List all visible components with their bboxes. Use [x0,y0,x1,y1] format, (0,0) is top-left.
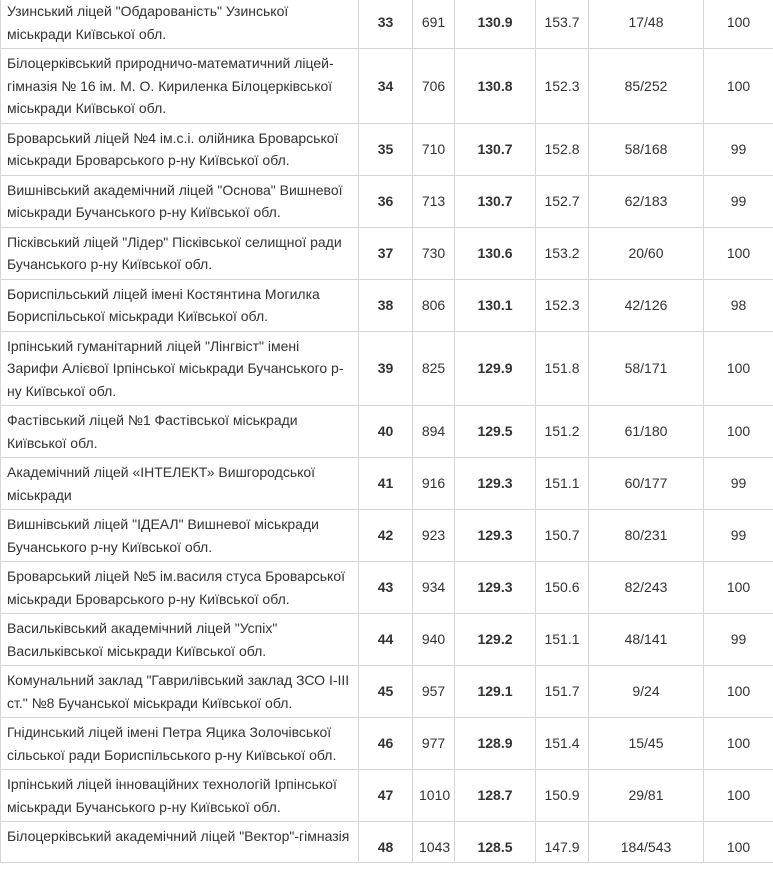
average-score-cell: 129.1 [455,666,536,718]
students-count-cell: 184/543 [589,822,704,863]
students-count-cell: 17/48 [589,0,704,49]
max-score-cell: 152.3 [536,49,589,124]
table-row [1,49,773,124]
percent-cell: 100 [704,822,773,863]
average-score-cell: 130.7 [455,123,536,175]
students-count-cell: 48/141 [589,614,704,666]
place-cell: 36 [359,175,413,227]
percent-cell: 100 [704,406,773,458]
table-row [1,822,773,863]
place-cell: 38 [359,279,413,331]
average-score-cell: 130.7 [455,175,536,227]
students-count-cell: 58/168 [589,123,704,175]
table-row [1,458,773,510]
table-row [1,510,773,562]
school-name-cell: Ірпінський гуманітарний ліцей "Лінгвіст" імені Зарифи Алієвої Ірпінської міськради Бучанського р-ну Київської обл. [1,331,359,406]
students-count-cell: 80/231 [589,510,704,562]
place-cell: 37 [359,227,413,279]
table-row [1,279,773,331]
max-score-cell: 152.7 [536,175,589,227]
max-score-cell: 147.9 [536,822,589,863]
percent-cell: 100 [704,227,773,279]
average-score-cell: 128.5 [455,822,536,863]
ukraine-rank-cell: 691 [413,0,455,49]
school-name-cell: Броварський ліцей №5 ім.василя стуса Броварської міськради Броварського р-ну Київської обл. [1,562,359,614]
percent-cell: 99 [704,123,773,175]
table-row [1,770,773,822]
place-cell: 33 [359,0,413,49]
school-name-cell: Академічний ліцей «ІНТЕЛЕКТ» Вишгородської міськради [1,458,359,510]
table-row [1,614,773,666]
school-name-cell: Білоцерківський академічний ліцей "Вектор"-гімназія [1,822,359,863]
max-score-cell: 151.1 [536,614,589,666]
table-body [1,0,773,862]
table-row [1,175,773,227]
max-score-cell: 151.2 [536,406,589,458]
students-count-cell: 62/183 [589,175,704,227]
ukraine-rank-cell: 894 [413,406,455,458]
students-count-cell: 9/24 [589,666,704,718]
table-row [1,123,773,175]
average-score-cell: 129.2 [455,614,536,666]
max-score-cell: 152.3 [536,279,589,331]
percent-cell: 100 [704,718,773,770]
students-count-cell: 61/180 [589,406,704,458]
average-score-cell: 128.9 [455,718,536,770]
school-name-cell: Бориспільський ліцей імені Костянтина Могилка Бориспільської міськради Київської обл. [1,279,359,331]
percent-cell: 99 [704,614,773,666]
percent-cell: 99 [704,510,773,562]
ukraine-rank-cell: 730 [413,227,455,279]
ukraine-rank-cell: 957 [413,666,455,718]
table-row [1,406,773,458]
place-cell: 46 [359,718,413,770]
place-cell: 43 [359,562,413,614]
max-score-cell: 152.8 [536,123,589,175]
place-cell: 45 [359,666,413,718]
place-cell: 34 [359,49,413,124]
average-score-cell: 128.7 [455,770,536,822]
place-cell: 40 [359,406,413,458]
place-cell: 41 [359,458,413,510]
percent-cell: 99 [704,458,773,510]
table-row [1,666,773,718]
percent-cell: 100 [704,49,773,124]
percent-cell: 100 [704,0,773,49]
average-score-cell: 129.3 [455,510,536,562]
ukraine-rank-cell: 916 [413,458,455,510]
students-count-cell: 15/45 [589,718,704,770]
students-count-cell: 58/171 [589,331,704,406]
school-name-cell: Узинський ліцей "Обдарованість" Узинської міськради Київської обл. [1,0,359,49]
percent-cell: 100 [704,770,773,822]
percent-cell: 100 [704,331,773,406]
table-row [1,227,773,279]
average-score-cell: 130.9 [455,0,536,49]
max-score-cell: 150.9 [536,770,589,822]
school-name-cell: Комунальний заклад "Гаврилівський заклад ЗСО І-ІІІ ст." №8 Бучанської міськради Київської обл. [1,666,359,718]
ukraine-rank-cell: 706 [413,49,455,124]
students-count-cell: 29/81 [589,770,704,822]
ukraine-rank-cell: 710 [413,123,455,175]
students-count-cell: 82/243 [589,562,704,614]
average-score-cell: 130.1 [455,279,536,331]
place-cell: 39 [359,331,413,406]
students-count-cell: 42/126 [589,279,704,331]
max-score-cell: 153.2 [536,227,589,279]
school-name-cell: Броварський ліцей №4 ім.с.і. олійника Броварської міськради Броварського р-ну Київської обл. [1,123,359,175]
school-name-cell: Білоцерківський природничо-математичний ліцей-гімназія № 16 ім. М. О. Кириленка Білоцерківської міськради Київської обл. [1,49,359,124]
school-name-cell: Вишнівський академічний ліцей "Основа" Вишневої міськради Бучанського р-ну Київської обл. [1,175,359,227]
max-score-cell: 151.7 [536,666,589,718]
table-row [1,331,773,406]
percent-cell: 100 [704,666,773,718]
average-score-cell: 130.8 [455,49,536,124]
average-score-cell: 130.6 [455,227,536,279]
max-score-cell: 151.1 [536,458,589,510]
ukraine-rank-cell: 940 [413,614,455,666]
place-cell: 42 [359,510,413,562]
ukraine-rank-cell: 825 [413,331,455,406]
ukraine-rank-cell: 713 [413,175,455,227]
ukraine-rank-cell: 977 [413,718,455,770]
school-name-cell: Гнідинський ліцей імені Петра Яцика Золочівської сільської ради Бориспільського р-ну Київської обл. [1,718,359,770]
school-name-cell: Васильківський академічний ліцей "Успіх" Васильківської міськради Київської обл. [1,614,359,666]
school-name-cell: Ірпінський ліцей інноваційних технологій Ірпінської міськради Бучанського р-ну Київської обл. [1,770,359,822]
ukraine-rank-cell: 806 [413,279,455,331]
school-name-cell: Пісківський ліцей "Лідер" Пісківської селищної ради Бучанського р-ну Київської обл. [1,227,359,279]
percent-cell: 100 [704,562,773,614]
table-row [1,562,773,614]
school-name-cell: Вишнівський ліцей "ІДЕАЛ" Вишневої міськради Бучанського р-ну Київської обл. [1,510,359,562]
max-score-cell: 151.4 [536,718,589,770]
max-score-cell: 150.6 [536,562,589,614]
students-count-cell: 85/252 [589,49,704,124]
average-score-cell: 129.3 [455,562,536,614]
average-score-cell: 129.9 [455,331,536,406]
table-row [1,718,773,770]
max-score-cell: 151.8 [536,331,589,406]
place-cell: 48 [359,822,413,863]
max-score-cell: 153.7 [536,0,589,49]
ukraine-rank-cell: 934 [413,562,455,614]
students-count-cell: 20/60 [589,227,704,279]
ukraine-rank-cell: 1010 [413,770,455,822]
students-count-cell: 60/177 [589,458,704,510]
place-cell: 44 [359,614,413,666]
average-score-cell: 129.5 [455,406,536,458]
average-score-cell: 129.3 [455,458,536,510]
percent-cell: 98 [704,279,773,331]
ukraine-rank-cell: 923 [413,510,455,562]
school-name-cell: Фастівський ліцей №1 Фастівської міськради Київської обл. [1,406,359,458]
ukraine-rank-cell: 1043 [413,822,455,863]
table-row [1,0,773,49]
place-cell: 47 [359,770,413,822]
percent-cell: 99 [704,175,773,227]
place-cell: 35 [359,123,413,175]
max-score-cell: 150.7 [536,510,589,562]
